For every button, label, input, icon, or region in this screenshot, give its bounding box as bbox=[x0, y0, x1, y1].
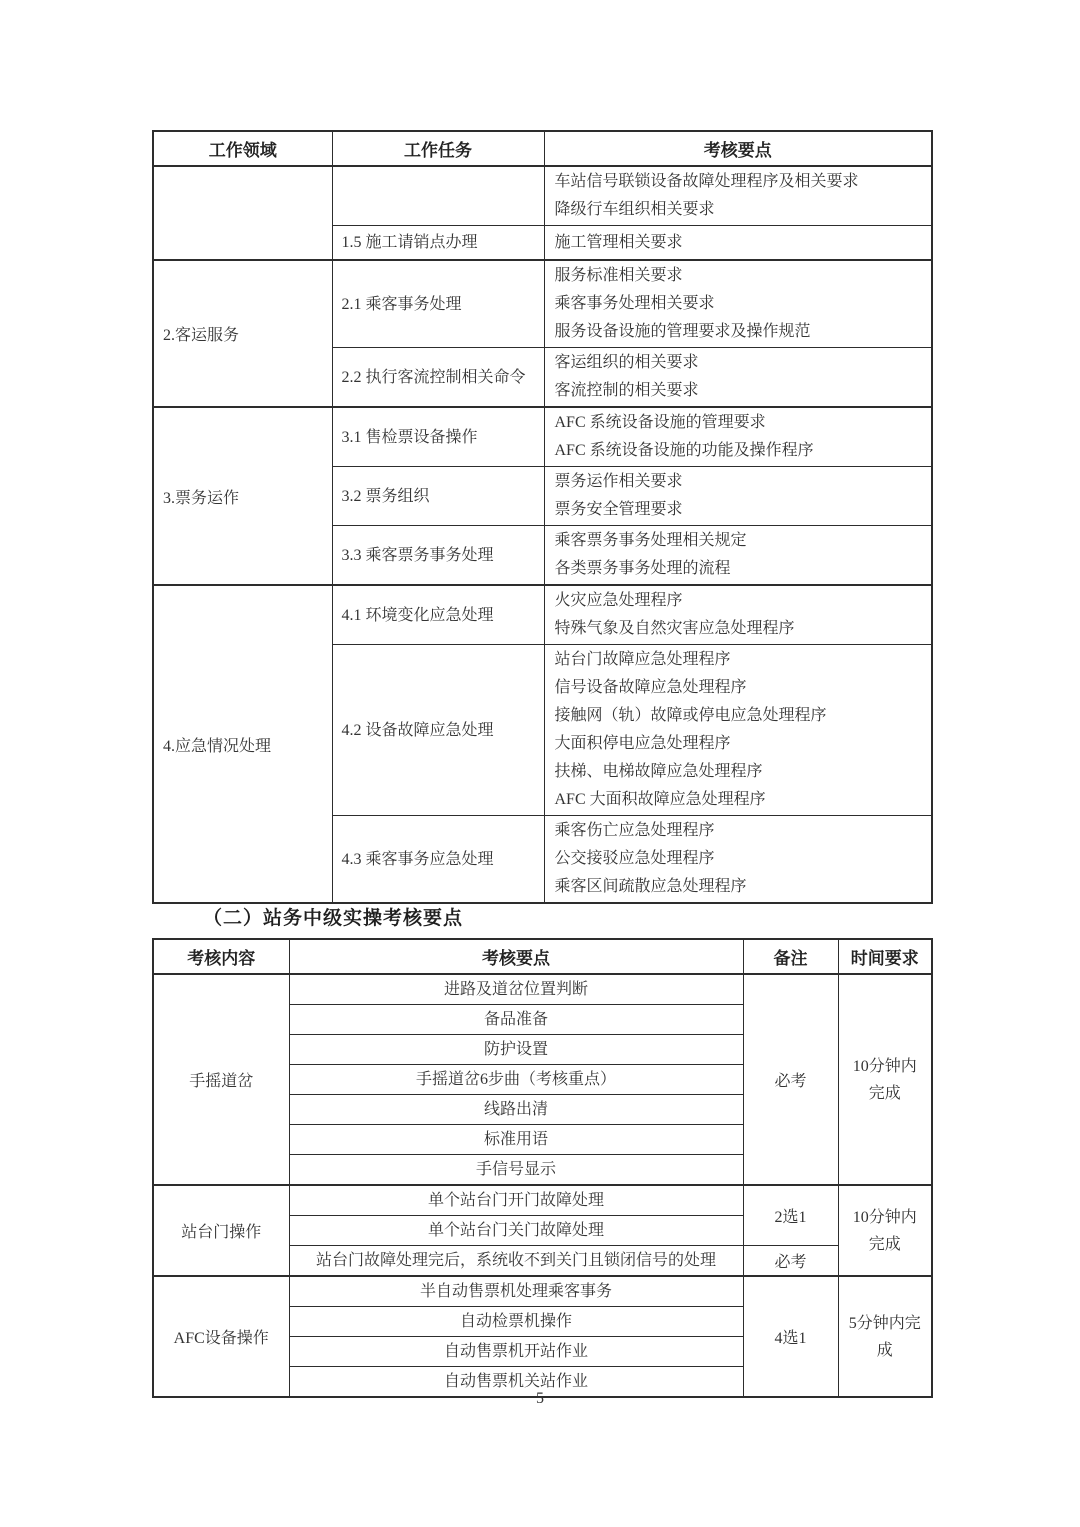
task-cell: 1.5 施工请销点办理 bbox=[332, 226, 544, 261]
column-header: 时间要求 bbox=[838, 939, 932, 974]
assessment-point: AFC 系统设备设施的功能及操作程序 bbox=[554, 442, 814, 459]
point-cell: 自动售票机关站作业 bbox=[289, 1367, 743, 1398]
assessment-point: 施工管理相关要求 bbox=[554, 233, 683, 251]
points-cell bbox=[544, 585, 932, 645]
area-cell: 3.票务运作 bbox=[153, 407, 332, 585]
remark-cell: 2选1 bbox=[743, 1185, 838, 1246]
assessment-point: 乘客事务处理相关要求 bbox=[554, 295, 715, 312]
point-cell: 进路及道岔位置判断 bbox=[289, 974, 743, 1005]
task-cell: 2.1 乘客事务处理 bbox=[332, 260, 544, 348]
assessment-point: AFC 大面积故障应急处理程序 bbox=[554, 791, 766, 808]
work-tasks-table bbox=[152, 130, 933, 904]
table-row bbox=[153, 1185, 932, 1216]
assessment-point: 大面积停电应急处理程序 bbox=[554, 735, 731, 752]
table-row bbox=[153, 166, 932, 226]
column-header: 考核内容 bbox=[153, 939, 289, 974]
points-cell bbox=[544, 645, 932, 816]
content-cell: 站台门操作 bbox=[153, 1185, 289, 1276]
assessment-point: 车站信号联锁设备故障处理程序及相关要求 bbox=[554, 173, 859, 190]
assessment-point: 公交接驳应急处理程序 bbox=[554, 850, 715, 867]
task-cell: 3.1 售检票设备操作 bbox=[332, 407, 544, 467]
column-header: 考核要点 bbox=[289, 939, 743, 974]
task-cell: 3.2 票务组织 bbox=[332, 467, 544, 526]
remark-cell: 必考 bbox=[743, 1246, 838, 1277]
table-row bbox=[153, 407, 932, 467]
time-cell: 10分钟内完成 bbox=[838, 1185, 932, 1276]
assessment-point: 信号设备故障应急处理程序 bbox=[554, 679, 747, 696]
column-header: 工作任务 bbox=[332, 131, 544, 166]
area-cell: 2.客运服务 bbox=[153, 260, 332, 407]
assessment-point: 乘客区间疏散应急处理程序 bbox=[554, 878, 747, 895]
task-cell: 2.2 执行客流控制相关命令 bbox=[332, 348, 544, 408]
points-cell bbox=[544, 407, 932, 467]
point-cell: 备品准备 bbox=[289, 1005, 743, 1035]
assessment-point: 火灾应急处理程序 bbox=[554, 592, 683, 609]
content-cell: AFC设备操作 bbox=[153, 1276, 289, 1397]
point-cell: 手摇道岔6步曲（考核重点） bbox=[289, 1065, 743, 1095]
points-cell bbox=[544, 816, 932, 904]
practical-assessment-table bbox=[152, 938, 933, 1398]
assessment-point: 各类票务事务处理的流程 bbox=[554, 560, 731, 577]
column-header: 备注 bbox=[743, 939, 838, 974]
page-number: 5 bbox=[536, 1390, 544, 1407]
column-header: 考核要点 bbox=[544, 131, 932, 166]
task-cell: 4.2 设备故障应急处理 bbox=[332, 645, 544, 816]
assessment-point: 乘客票务事务处理相关规定 bbox=[554, 532, 747, 549]
point-cell: 单个站台门关门故障处理 bbox=[289, 1216, 743, 1246]
task-cell bbox=[332, 166, 544, 226]
assessment-point: 扶梯、电梯故障应急处理程序 bbox=[554, 763, 763, 780]
point-cell: 自动检票机操作 bbox=[289, 1307, 743, 1337]
assessment-point: 乘客伤亡应急处理程序 bbox=[554, 822, 715, 839]
assessment-point: 客流控制的相关要求 bbox=[554, 382, 699, 399]
point-cell: 单个站台门开门故障处理 bbox=[289, 1185, 743, 1216]
assessment-point: 票务运作相关要求 bbox=[554, 473, 683, 490]
assessment-point: 特殊气象及自然灾害应急处理程序 bbox=[554, 620, 795, 637]
remark-cell: 必考 bbox=[743, 974, 838, 1185]
points-cell bbox=[544, 166, 932, 226]
point-cell: 线路出清 bbox=[289, 1095, 743, 1125]
point-cell: 站台门故障处理完后，系统收不到关门且锁闭信号的处理 bbox=[289, 1246, 743, 1277]
section-heading: （二）站务中级实操考核要点 bbox=[203, 908, 464, 929]
table-header-row bbox=[153, 131, 932, 166]
assessment-point: AFC 系统设备设施的管理要求 bbox=[554, 414, 766, 431]
table-row bbox=[153, 1276, 932, 1307]
points-cell bbox=[544, 526, 932, 586]
task-cell: 4.1 环境变化应急处理 bbox=[332, 585, 544, 645]
assessment-point: 客运组织的相关要求 bbox=[554, 354, 699, 371]
point-cell: 半自动售票机处理乘客事务 bbox=[289, 1276, 743, 1307]
assessment-point: 服务设备设施的管理要求及操作规范 bbox=[554, 323, 811, 340]
point-cell: 自动售票机开站作业 bbox=[289, 1337, 743, 1367]
content-cell: 手摇道岔 bbox=[153, 974, 289, 1185]
points-cell bbox=[544, 467, 932, 526]
area-cell: 4.应急情况处理 bbox=[153, 585, 332, 903]
assessment-point: 降级行车组织相关要求 bbox=[554, 201, 715, 218]
column-header: 工作领域 bbox=[153, 131, 332, 166]
table-header-row bbox=[153, 939, 932, 974]
task-cell: 3.3 乘客票务事务处理 bbox=[332, 526, 544, 586]
table-row bbox=[153, 260, 932, 348]
point-cell: 手信号显示 bbox=[289, 1155, 743, 1186]
table-row bbox=[153, 974, 932, 1005]
assessment-point: 站台门故障应急处理程序 bbox=[554, 651, 731, 668]
table-row bbox=[153, 585, 932, 645]
remark-cell: 4选1 bbox=[743, 1276, 838, 1397]
task-cell: 4.3 乘客事务应急处理 bbox=[332, 816, 544, 904]
points-cell bbox=[544, 226, 932, 261]
points-cell bbox=[544, 260, 932, 348]
points-cell bbox=[544, 348, 932, 408]
time-cell: 5分钟内完成 bbox=[838, 1276, 932, 1397]
point-cell: 防护设置 bbox=[289, 1035, 743, 1065]
assessment-point: 服务标准相关要求 bbox=[554, 267, 683, 284]
point-cell: 标准用语 bbox=[289, 1125, 743, 1155]
assessment-point: 接触网（轨）故障或停电应急处理程序 bbox=[554, 707, 827, 724]
assessment-point: 票务安全管理要求 bbox=[554, 501, 683, 518]
time-cell: 10分钟内完成 bbox=[838, 974, 932, 1185]
area-cell bbox=[153, 166, 332, 260]
